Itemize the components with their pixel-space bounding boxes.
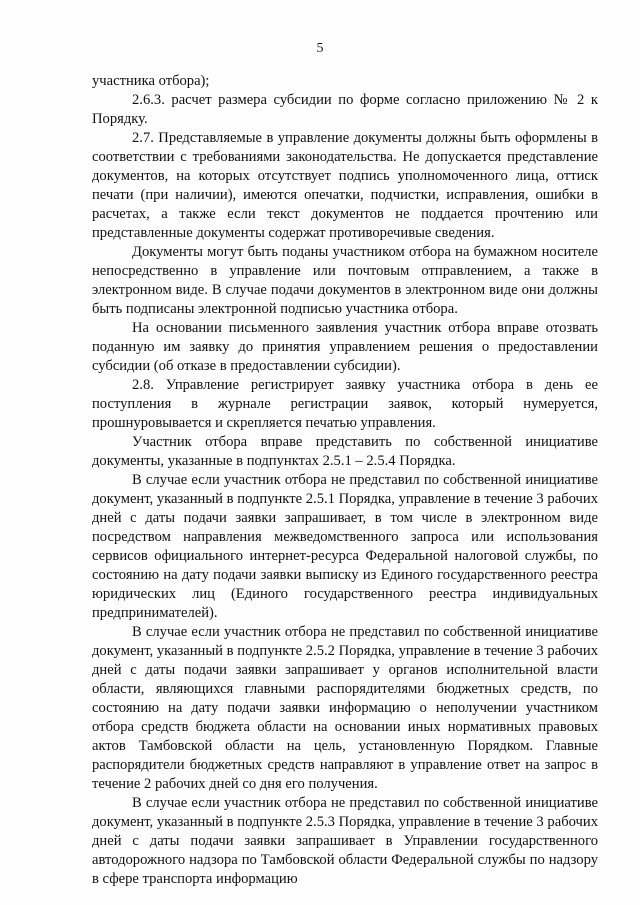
paragraph-own-initiative: Участник отбора вправе представить по собственной инициативе документы, указанные в подпунктах 2.5.1 – 2.5.4 Порядка. xyxy=(92,434,598,469)
paragraph-request-2-5-2: В случае если участник отбора не представил по собственной инициативе документ, указанный в подпункте 2.5.2 Порядка, управление в течение 3 рабочих дней с даты подачи заявки запрашивает у органов исполнительной власти области, являющихся главными распорядителями бюджетных средств, по состоянию на дату подачи заявки информацию о неполучении участником отбора средств бюджета области на основании иных нормативных правовых актов Тамбовской области на цель, установленную Порядком. Главные распорядители бюджетных средств направляют в управление ответ на запрос в течение 2 рабочих дней со дня его получения. xyxy=(92,624,598,792)
paragraph-2-8: 2.8. Управление регистрирует заявку участника отбора в день ее поступления в журнале регистрации заявок, который нумеруется, прошнуровывается и скрепляется печатью управления. xyxy=(92,377,598,431)
paragraph-request-2-5-1: В случае если участник отбора не представил по собственной инициативе документ, указанный в подпункте 2.5.1 Порядка, управление в течение 3 рабочих дней с даты подачи заявки запрашивает, в том числе в электронном виде посредством направления межведомственного запроса или использования сервисов официального интернет-ресурса Федеральной налоговой службы, по состоянию на дату подачи заявки выписку из Единого государственного реестра юридических лиц (Единого государственного реестра индивидуальных предпринимателей). xyxy=(92,472,598,621)
page-number: 5 xyxy=(316,41,324,56)
paragraph-request-2-5-3: В случае если участник отбора не представил по собственной инициативе документ, указанный в подпункте 2.5.3 Порядка, управление в течение 3 рабочих дней с даты подачи заявки запрашивает в Управлении государственного автодорожного надзора по Тамбовской области Федеральной службы по надзору в сфере транспорта информацию xyxy=(92,795,598,887)
paragraph-2-6-3: 2.6.3. расчет размера субсидии по форме согласно приложению № 2 к Порядку. xyxy=(92,92,598,127)
body-text xyxy=(92,72,598,889)
paragraph-2-7: 2.7. Представляемые в управление документы должны быть оформлены в соответствии с требованиями законодательства. Не допускается представление документов, на которых отсутствует подпись уполномоченного лица, оттиск печати (при наличии), имеются опечатки, подчистки, исправления, ошибки в расчетах, а также если текст документов не поддается прочтению или представленные документы содержат противоречивые сведения. xyxy=(92,130,598,241)
paragraph-withdrawal: На основании письменного заявления участник отбора вправе отозвать поданную им заявку до принятия управлением решения о предоставлении субсидии (об отказе в предоставлении субсидии). xyxy=(92,320,598,374)
paragraph-submission-methods: Документы могут быть поданы участником отбора на бумажном носителе непосредственно в управление или почтовым отправлением, а также в электронном виде. В случае подачи документов в электронном виде они должны быть подписаны электронной подписью участника отбора. xyxy=(92,244,598,317)
paragraph-continuation: участника отбора); xyxy=(92,73,210,89)
